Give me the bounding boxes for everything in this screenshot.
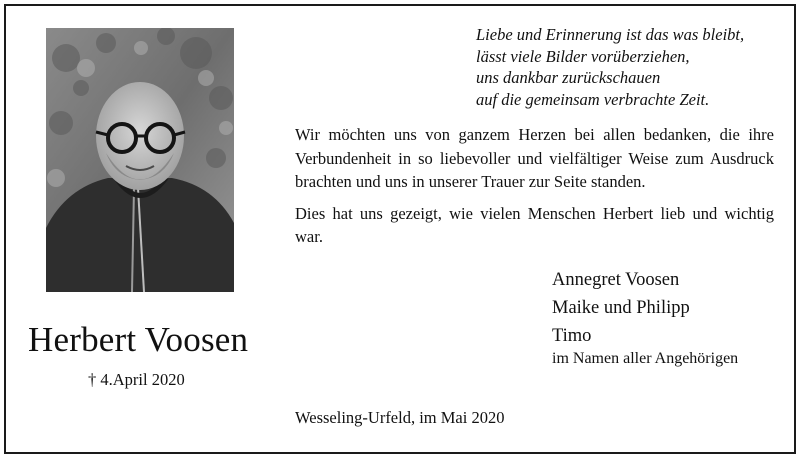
thank-you-message [295,123,774,257]
signatory-name: Maike und Philipp [552,298,690,318]
verse-line: Liebe und Erinnerung ist das was bleibt, [476,25,745,44]
signatory-name: Timo [552,326,592,346]
deceased-name: Herbert Voosen [28,320,249,359]
verse-line: auf die gemeinsam verbrachte Zeit. [476,89,710,109]
place-and-date: Wesseling-Urfeld, im Mai 2020 [295,408,505,427]
verse-line: lässt viele Bilder vorüberziehen, [476,46,690,66]
signatories [552,266,738,368]
message-paragraph: Wir möchten uns von ganzem Herzen bei allen bedanken, die ihre Verbundenheit in so liebevoller und vielfältiger Weise zum Ausdruck brachten und uns in unserer Trauer zur Seite standen. [295,125,774,191]
portrait-photo [46,28,234,292]
verse-line: uns dankbar zurückschauen [476,68,661,87]
on-behalf-line: im Namen aller Angehörigen [552,350,739,367]
message-paragraph: Dies hat uns gezeigt, wie vielen Menschen Herbert lieb und wichtig war. [295,203,774,246]
signatory-name: Annegret Voosen [552,270,680,290]
death-date: † 4.April 2020 [88,370,185,389]
memorial-verse [476,24,744,110]
